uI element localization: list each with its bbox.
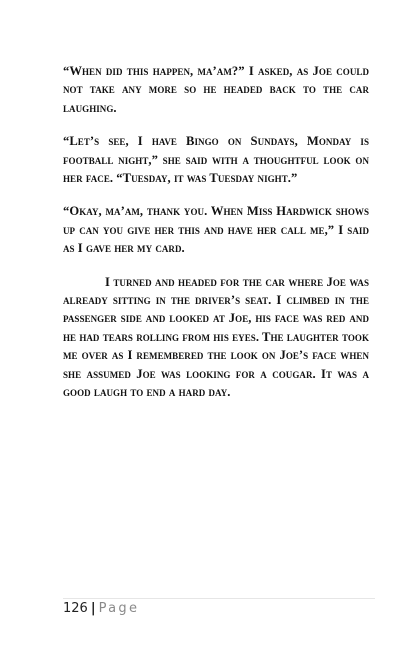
paragraph-3: “Okay, ma’am, thank you. When Miss Hardwick shows up can you give her this and have her call me,” I said as I gave her my card. [63,204,369,256]
page-footer [63,598,375,618]
footer-separator: | [90,601,96,616]
body-text [63,62,369,417]
paragraph-4: I turned and headed for the car where Joe was already sitting in the driver’s seat. I climbed in the passenger side and looked at Joe, his face was red and he had tears rolling from his eyes. The laughter took me over as I remembered the look on Joe’s face when she assumed Joe was looking for a cougar. It was a good laugh to end a hard day. [63,274,369,400]
page-number: 126 [63,601,88,616]
page-label: Page [98,601,140,616]
paragraph-2: “Let’s see, I have Bingo on Sundays, Monday is football night,” she said with a thoughtful look on her face. “Tuesday, it was Tuesday night.” [63,134,369,186]
paragraph-1: “When did this happen, ma’am?” I asked, as Joe could not take any more so he headed back to the car laughing. [63,64,369,115]
